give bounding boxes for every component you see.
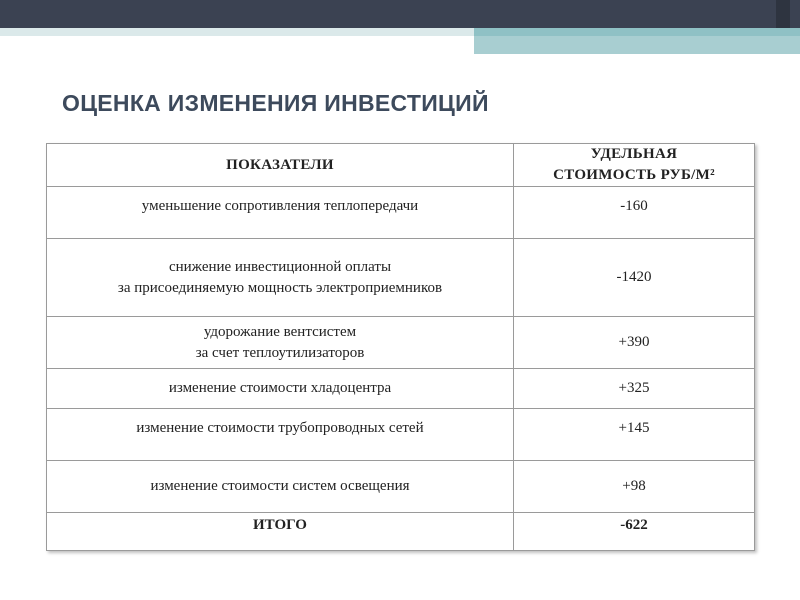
header-band-accent xyxy=(776,0,790,28)
table-header-row xyxy=(47,144,755,187)
value-cell xyxy=(514,239,755,317)
header-indicator xyxy=(47,144,514,187)
indicator-cell xyxy=(47,317,514,369)
header-band xyxy=(0,0,800,28)
indicator-cell xyxy=(47,461,514,513)
indicator-text: изменение стоимости хладоцентра xyxy=(168,380,392,396)
indicator-text-line1: удорожание вентсистем xyxy=(203,323,357,340)
header-cost-line2: СТОИМОСТЬ РУБ/М² xyxy=(553,167,715,183)
indicator-cell xyxy=(47,409,514,461)
value-text: +390 xyxy=(618,334,650,350)
indicator-text-line1: снижение инвестиционной оплаты xyxy=(168,258,392,275)
value-cell xyxy=(514,317,755,369)
indicator-cell xyxy=(47,239,514,317)
header-cost xyxy=(514,144,755,187)
total-value-cell xyxy=(514,513,755,551)
indicator-cell xyxy=(47,187,514,239)
value-text: +145 xyxy=(618,420,650,436)
value-cell xyxy=(514,409,755,461)
investment-table xyxy=(46,143,755,551)
value-text: -160 xyxy=(620,198,648,214)
table-row xyxy=(47,369,755,409)
indicator-text: уменьшение сопротивления теплопередачи xyxy=(141,198,419,214)
header-indicator-label: ПОКАЗАТЕЛИ xyxy=(226,156,334,173)
total-label-cell xyxy=(47,513,514,551)
value-cell xyxy=(514,461,755,513)
indicator-text-line2: за счет теплоутилизаторов xyxy=(195,344,365,361)
indicator-text-line2: за присоединяемую мощность электроприемников xyxy=(117,279,443,296)
header-accent-bar xyxy=(474,36,800,54)
table-row xyxy=(47,187,755,239)
slide-title: ОЦЕНКА ИЗМЕНЕНИЯ ИНВЕСТИЦИЙ xyxy=(62,90,489,116)
header-cost-line1: УДЕЛЬНАЯ xyxy=(590,146,678,162)
table-row xyxy=(47,409,755,461)
value-text: -1420 xyxy=(616,269,652,285)
table-row xyxy=(47,317,755,369)
table-row xyxy=(47,461,755,513)
value-text: +98 xyxy=(622,478,646,494)
indicator-text: изменение стоимости систем освещения xyxy=(150,478,410,494)
header-accent-bar-top xyxy=(474,28,800,36)
table-total-row xyxy=(47,513,755,551)
table-row xyxy=(47,239,755,317)
value-text: +325 xyxy=(618,380,650,396)
total-value: -622 xyxy=(620,517,648,533)
total-label: ИТОГО xyxy=(253,517,307,533)
value-cell xyxy=(514,187,755,239)
indicator-text: изменение стоимости трубопроводных сетей xyxy=(136,420,424,436)
value-cell xyxy=(514,369,755,409)
indicator-cell xyxy=(47,369,514,409)
